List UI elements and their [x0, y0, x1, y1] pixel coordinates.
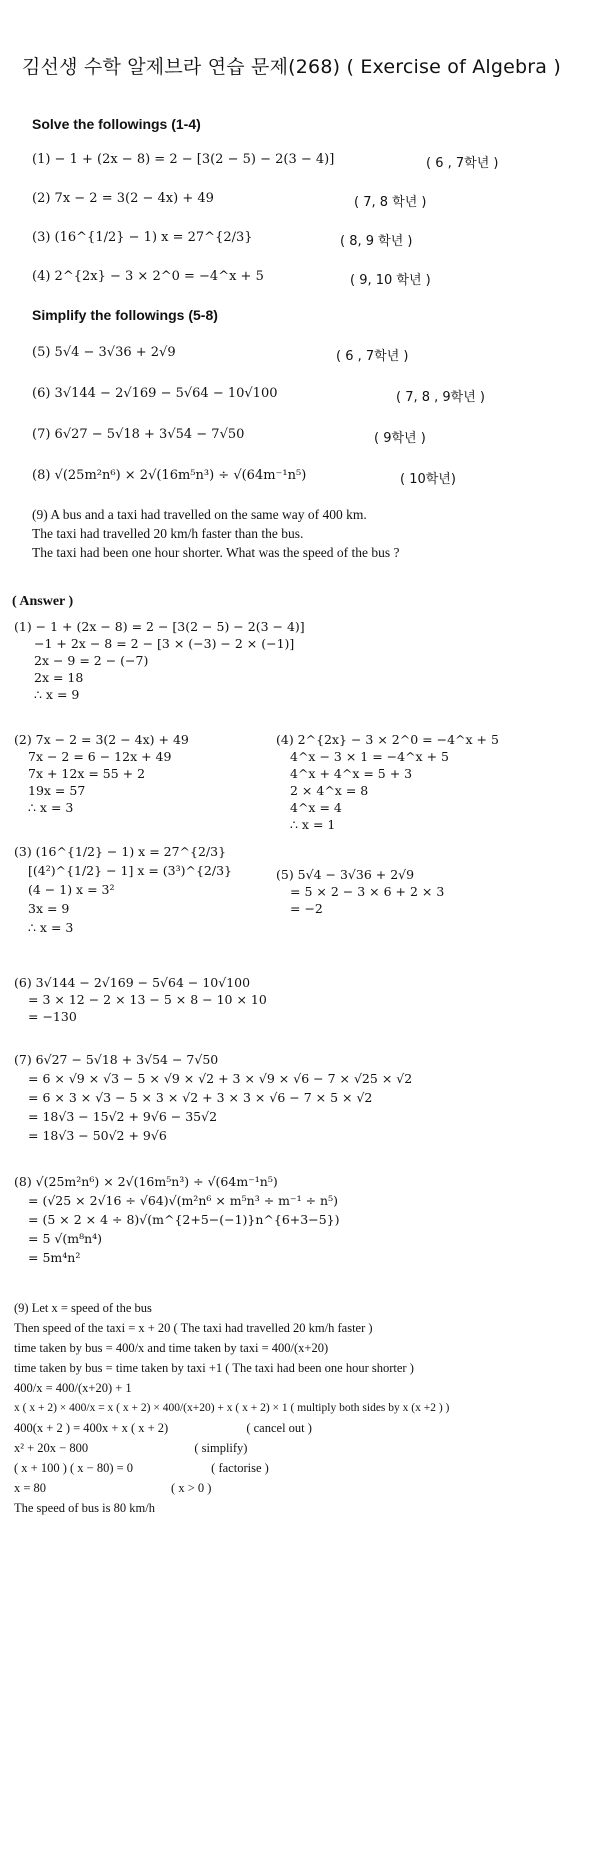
answer-line: x = 80 ( x > 0 ) [14, 1481, 212, 1495]
section-heading-solve: Solve the followings (1-4) [32, 116, 201, 132]
answer-line: (9) Let x = speed of the bus [14, 1301, 152, 1315]
answer-line: = 6 × √9 × √3 − 5 × √9 × √2 + 3 × √9 × √6 − 7 × √25 × √2 [28, 1071, 413, 1086]
section-heading-simplify: Simplify the followings (5-8) [32, 307, 218, 323]
problem-7: (7) 6√27 − 5√18 + 3√54 − 7√50 [32, 427, 245, 442]
answer-line: 4^x + 4^x = 5 + 3 [290, 766, 413, 781]
answer-line: 4^x − 3 × 1 = −4^x + 5 [290, 749, 449, 764]
answer-line: Then speed of the taxi = x + 20 ( The taxi had travelled 20 km/h faster ) [14, 1321, 373, 1335]
answer-line: = 3 × 12 − 2 × 13 − 5 × 8 − 10 × 10 [28, 992, 267, 1007]
answer-line: [(4²)^{1/2} − 1] x = (3³)^{2/3} [28, 863, 232, 878]
answer-6 [14, 974, 267, 1025]
problem-7-grade: ( 9학년 ) [374, 431, 426, 446]
problem-4: (4) 2^{2x} − 3 × 2^0 = −4^x + 5 [32, 269, 264, 284]
problem-9-line: The taxi had travelled 20 km/h faster than the bus. [32, 526, 304, 541]
answer-line: time taken by bus = 400/x and time taken by taxi = 400/(x+20) [14, 1341, 329, 1355]
problem-9 [32, 505, 400, 562]
problem-2-grade: ( 7, 8 학년 ) [354, 195, 427, 210]
answer-line: = (√25 × 2√16 ÷ √64)√(m²n⁶ × m⁵n³ ÷ m⁻¹ ÷ n⁵) [28, 1193, 338, 1208]
problem-2: (2) 7x − 2 = 3(2 − 4x) + 49 [32, 191, 214, 206]
answer-line: (6) 3√144 − 2√169 − 5√64 − 10√100 [14, 975, 251, 990]
answer-line: ∴ x = 3 [28, 800, 74, 815]
problem-5-grade: ( 6 , 7학년 ) [336, 349, 409, 364]
answer-line: = 6 × 3 × √3 − 5 × 3 × √2 + 3 × 3 × √6 − 7 × 5 × √2 [28, 1090, 373, 1105]
answer-line: (8) √(25m²n⁶) × 2√(16m⁵n³) ÷ √(64m⁻¹n⁵) [14, 1174, 278, 1189]
answer-3 [14, 842, 232, 937]
answer-line: = 5m⁴n² [28, 1250, 81, 1265]
answer-line: The speed of bus is 80 km/h [14, 1501, 155, 1515]
answer-line: ∴ x = 3 [28, 920, 74, 935]
problem-9-line: The taxi had been one hour shorter. What was the speed of the bus ? [32, 545, 400, 560]
problem-3-grade: ( 8, 9 학년 ) [340, 234, 413, 249]
answer-4 [276, 731, 499, 833]
answer-line: ∴ x = 1 [290, 817, 336, 832]
problem-4-grade: ( 9, 10 학년 ) [350, 273, 431, 288]
answer-8 [14, 1172, 340, 1267]
answer-line: = (5 × 2 × 4 ÷ 8)√(m^{2+5−(−1)}n^{6+3−5}) [28, 1212, 340, 1227]
answer-9 [14, 1298, 449, 1518]
answer-line: ∴ x = 9 [34, 687, 80, 702]
answer-line: x² + 20x − 800 ( simplify) [14, 1441, 248, 1455]
problem-1-grade: ( 6 , 7학년 ) [426, 156, 499, 171]
problem-6-grade: ( 7, 8 , 9학년 ) [396, 390, 485, 405]
answer-line: = 5 × 2 − 3 × 6 + 2 × 3 [290, 884, 445, 899]
answer-7 [14, 1050, 412, 1145]
answer-line: 2 × 4^x = 8 [290, 783, 369, 798]
answer-line: (2) 7x − 2 = 3(2 − 4x) + 49 [14, 732, 189, 747]
answer-line: −1 + 2x − 8 = 2 − [3 × (−3) − 2 × (−1)] [34, 636, 295, 651]
answer-line: = −2 [290, 901, 323, 916]
answer-line: = 18√3 − 50√2 + 9√6 [28, 1128, 167, 1143]
answer-line: time taken by bus = time taken by taxi +1 ( The taxi had been one hour shorter ) [14, 1361, 414, 1375]
answer-line: 7x − 2 = 6 − 12x + 49 [28, 749, 172, 764]
answer-line: (7) 6√27 − 5√18 + 3√54 − 7√50 [14, 1052, 219, 1067]
answer-line: 2x − 9 = 2 − (−7) [34, 653, 149, 668]
problem-8-grade: ( 10학년) [400, 472, 456, 487]
answer-1 [14, 618, 305, 703]
answer-line: 3x = 9 [28, 901, 70, 916]
answer-line: (4) 2^{2x} − 3 × 2^0 = −4^x + 5 [276, 732, 499, 747]
answer-line: 400/x = 400/(x+20) + 1 [14, 1381, 132, 1395]
answer-line: 2x = 18 [34, 670, 84, 685]
answer-line: = 5 √(m⁸n⁴) [28, 1231, 103, 1246]
answer-2 [14, 731, 189, 816]
answer-heading: ( Answer ) [12, 594, 74, 609]
answer-line: = −130 [28, 1009, 77, 1024]
answer-line: 7x + 12x = 55 + 2 [28, 766, 146, 781]
answer-line: 4^x = 4 [290, 800, 342, 815]
problem-5: (5) 5√4 − 3√36 + 2√9 [32, 345, 176, 360]
answer-line: (3) (16^{1/2} − 1) x = 27^{2/3} [14, 844, 227, 859]
answer-line: (1) − 1 + (2x − 8) = 2 − [3(2 − 5) − 2(3 − 4)] [14, 619, 305, 634]
problem-1: (1) − 1 + (2x − 8) = 2 − [3(2 − 5) − 2(3 − 4)] [32, 152, 335, 167]
answer-line: 19x = 57 [28, 783, 86, 798]
answer-line: x ( x + 2) × 400/x = x ( x + 2) × 400/(x+20) + x ( x + 2) × 1 ( multiply both sides by x (x +2 ) ) [14, 1402, 450, 1414]
page-title: 김선생 수학 알제브라 연습 문제(268) ( Exercise of Algebra ) [22, 56, 561, 78]
answer-line: ( x + 100 ) ( x − 80) = 0 ( factorise ) [14, 1461, 269, 1475]
problem-8: (8) √(25m²n⁶) × 2√(16m⁵n³) ÷ √(64m⁻¹n⁵) [32, 468, 307, 483]
problem-3: (3) (16^{1/2} − 1) x = 27^{2/3} [32, 230, 253, 245]
answer-line: = 18√3 − 15√2 + 9√6 − 35√2 [28, 1109, 218, 1124]
problem-6: (6) 3√144 − 2√169 − 5√64 − 10√100 [32, 386, 278, 401]
answer-line: (4 − 1) x = 3² [28, 882, 115, 897]
problem-9-line: (9) A bus and a taxi had travelled on the same way of 400 km. [32, 507, 367, 522]
answer-line: 400(x + 2 ) = 400x + x ( x + 2) ( cancel out ) [14, 1421, 312, 1435]
answer-5 [276, 866, 444, 917]
answer-line: (5) 5√4 − 3√36 + 2√9 [276, 867, 415, 882]
